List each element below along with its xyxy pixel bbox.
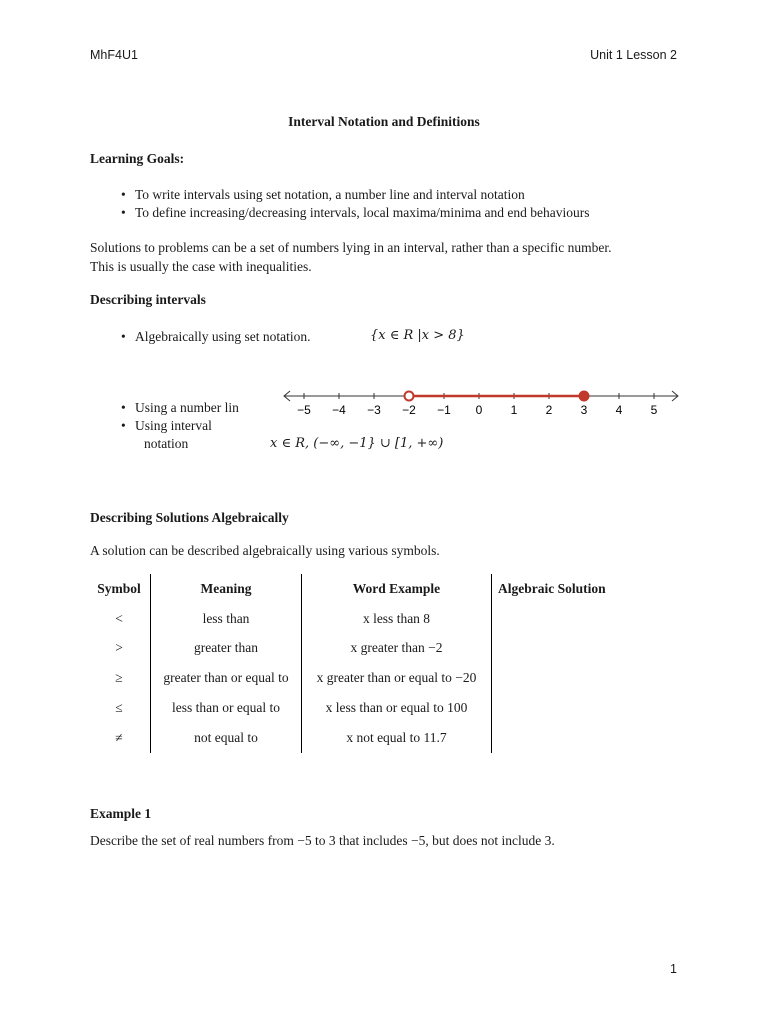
number-line-tick-label: 2 — [545, 403, 553, 417]
page-number: 1 — [670, 962, 677, 976]
meaning-cell: less than or equal to — [151, 693, 302, 723]
table-header-row — [88, 574, 648, 604]
number-line-tick-label: −2 — [402, 403, 416, 417]
symbol-cell: ≤ — [115, 700, 123, 716]
number-line-tick-label: 1 — [510, 403, 518, 417]
symbol-cell: ≥ — [115, 670, 123, 686]
number-line-graphic — [284, 391, 678, 417]
table-row — [88, 634, 648, 664]
intro-line-1: Solutions to problems can be a set of numbers lying in an interval, rather than a specific number. — [90, 240, 612, 255]
table-row — [88, 693, 648, 723]
table-row — [88, 663, 648, 693]
word-example-cell: x less than or equal to 100 — [302, 693, 492, 723]
algebraic-solution-cell[interactable] — [492, 723, 649, 753]
closed-endpoint — [579, 391, 589, 401]
col-header-algebraic-solution: Algebraic Solution — [498, 580, 606, 596]
algebraic-solution-cell[interactable] — [492, 693, 649, 723]
symbol-cell: > — [115, 640, 123, 656]
col-header-symbol: Symbol — [97, 580, 141, 596]
col-header-word-example: Word Example — [302, 574, 492, 604]
interval-notation-bullet: • Using interval — [135, 418, 212, 434]
algebraic-solution-cell[interactable] — [492, 663, 649, 693]
number-line-tick-label: −3 — [367, 403, 381, 417]
table-row — [88, 604, 648, 634]
solutions-description: A solution can be described algebraically using various symbols. — [90, 543, 440, 558]
algebraic-solution-cell[interactable] — [492, 634, 649, 664]
meaning-cell: greater than or equal to — [151, 663, 302, 693]
symbol-cell: ≠ — [115, 729, 123, 745]
learning-goal-item: • To define increasing/decreasing intervals, local maxima/minima and end behaviours — [135, 205, 590, 221]
number-line-tick-label: 3 — [580, 403, 588, 417]
example-1-text: Describe the set of real numbers from −5 to 3 that includes −5, but does not include 3. — [90, 833, 555, 848]
number-line-tick-label: 4 — [615, 403, 623, 417]
number-line-tick-label: −1 — [437, 403, 451, 417]
number-line-tick-label: −4 — [332, 403, 346, 417]
page-title: Interval Notation and Definitions — [288, 114, 480, 129]
interval-notation-example: x ∈ R, (−∞, −1} ∪ [1, +∞) — [270, 436, 444, 451]
col-header-meaning: Meaning — [151, 574, 302, 604]
word-example-cell: x greater than −2 — [302, 634, 492, 664]
meaning-cell: greater than — [151, 634, 302, 664]
header-course-code: MhF4U1 — [90, 48, 138, 62]
number-line-bullet: • Using a number lin — [135, 400, 239, 416]
word-example-cell: x less than 8 — [302, 604, 492, 634]
algebraic-bullet: • Algebraically using set notation. — [135, 329, 310, 345]
number-line — [280, 384, 684, 420]
intro-line-2: This is usually the case with inequalities. — [90, 259, 312, 274]
interval-notation-label: notation — [144, 436, 189, 451]
number-line-tick-label: 5 — [650, 403, 658, 417]
solutions-heading: Describing Solutions Algebraically — [90, 510, 289, 525]
header-unit-lesson: Unit 1 Lesson 2 — [590, 48, 677, 62]
meaning-cell: not equal to — [151, 723, 302, 753]
learning-goal-item: • To write intervals using set notation, a number line and interval notation — [135, 187, 525, 203]
set-notation-example: {x ∈ R |x > 8} — [370, 328, 465, 343]
word-example-cell: x not equal to 11.7 — [302, 723, 492, 753]
number-line-tick-label: −5 — [297, 403, 311, 417]
learning-goals-heading: Learning Goals: — [90, 151, 185, 166]
algebraic-solution-cell[interactable] — [492, 604, 649, 634]
example-1-heading: Example 1 — [90, 806, 152, 821]
number-line-tick-label: 0 — [475, 403, 483, 417]
open-endpoint — [405, 392, 414, 401]
symbol-cell: < — [115, 610, 123, 626]
table-row — [88, 723, 648, 753]
symbols-table — [88, 574, 648, 753]
describing-intervals-heading: Describing intervals — [90, 292, 206, 307]
meaning-cell: less than — [151, 604, 302, 634]
word-example-cell: x greater than or equal to −20 — [302, 663, 492, 693]
